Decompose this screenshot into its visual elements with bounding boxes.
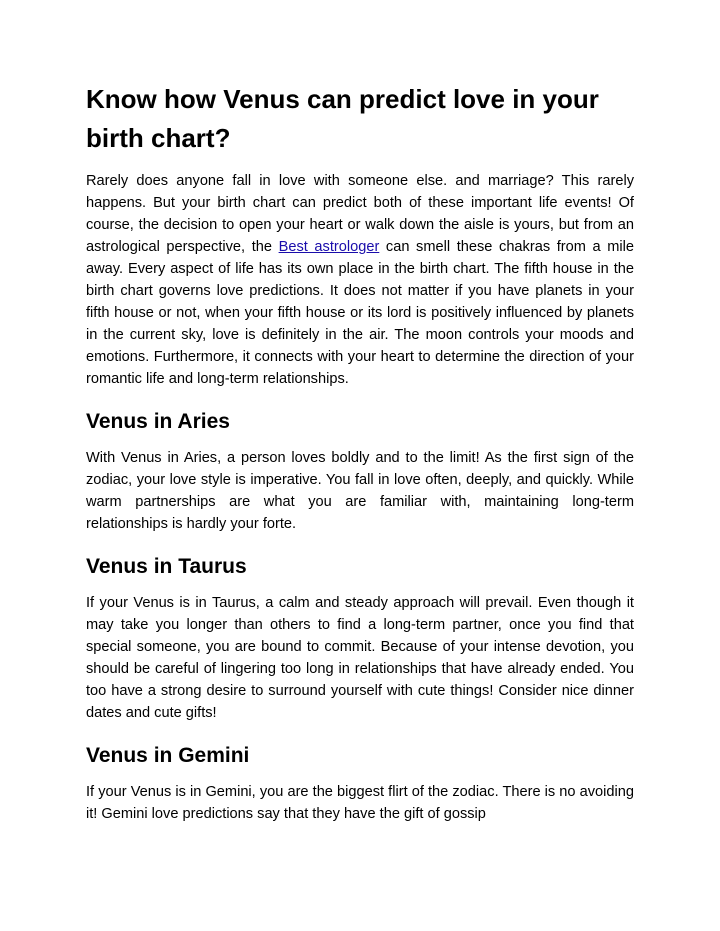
document-page	[86, 80, 634, 825]
section-heading-gemini: Venus in Gemini	[86, 744, 250, 767]
best-astrologer-link[interactable]: Best astrologer	[278, 239, 380, 255]
section-body-aries: With Venus in Aries, a person loves boldly and to the limit! As the first sign of the zodiac, your love style is imperative. You fall in love often, deeply, and quickly. While warm partnerships are what you are familiar with, maintaining long-term relationships is hardly your forte.	[86, 450, 634, 532]
section-body-gemini: If your Venus is in Gemini, you are the biggest flirt of the zodiac. There is no avoiding it! Gemini love predictions say that they have the gift of gossip	[86, 784, 634, 822]
page-title: Know how Venus can predict love in your birth chart?	[86, 84, 599, 153]
intro-paragraph	[86, 170, 634, 390]
intro-text-after-link: can smell these chakras from a mile away. Every aspect of life has its own place in the birth chart. The fifth house in the birth chart governs love predictions. It does not matter if you have planets in your fifth house or not, when your fifth house or its lord is positively influenced by planets in the current sky, love is definitely in the air. The moon controls your moods and emotions. Furthermore, it connects with your heart to determine the direction of your romantic life and long-term relationships.	[86, 239, 634, 387]
section-heading-aries: Venus in Aries	[86, 410, 230, 433]
title-block	[86, 80, 634, 158]
intro-text-before-link: Rarely does anyone fall in love with someone else. and marriage? This rarely happens. But your birth chart can predict both of these important life events! Of course, the decision to open your heart or walk down the aisle is yours, but from an astrological perspective, the	[86, 173, 634, 255]
section-heading-taurus: Venus in Taurus	[86, 555, 247, 578]
section-body-taurus: If your Venus is in Taurus, a calm and steady approach will prevail. Even though it may take you longer than others to find a long-term partner, once you find that special someone, you are bound to commit. Because of your intense devotion, you should be careful of lingering too long in relationships that have already ended. You too have a strong desire to surround yourself with cute things! Consider nice dinner dates and cute gifts!	[86, 595, 634, 721]
